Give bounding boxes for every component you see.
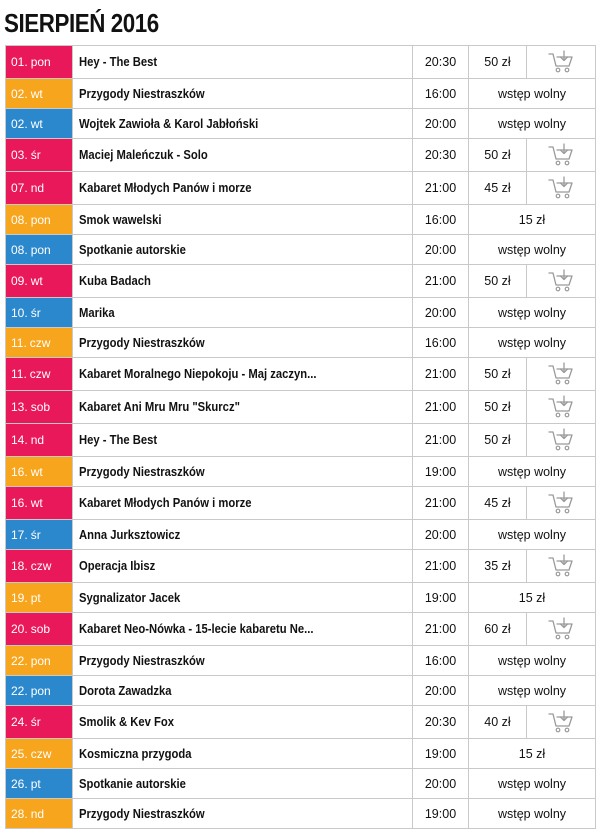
event-weekday: nd (30, 433, 45, 447)
buy-ticket-cell (527, 391, 596, 424)
event-title-cell[interactable] (73, 358, 413, 391)
event-row (6, 328, 596, 358)
event-date-cell (6, 235, 73, 265)
event-time: 20:00 (413, 298, 469, 328)
event-time: 19:00 (413, 457, 469, 487)
event-price: wstęp wolny (469, 328, 596, 358)
event-title-cell[interactable] (73, 613, 413, 646)
event-title[interactable]: Smok wawelski (79, 212, 162, 227)
event-time: 16:00 (413, 205, 469, 235)
event-date-cell (6, 298, 73, 328)
event-date-cell (6, 328, 73, 358)
event-time: 21:00 (413, 391, 469, 424)
event-weekday: pon (30, 212, 51, 227)
event-time: 20:00 (413, 109, 469, 139)
event-time: 20:00 (413, 520, 469, 550)
event-day: 03. (11, 148, 28, 162)
event-price: 40 zł (469, 706, 527, 739)
buy-ticket-cell (527, 706, 596, 739)
buy-ticket-cell (527, 139, 596, 172)
event-title-cell[interactable] (73, 109, 413, 139)
event-weekday: śr (30, 148, 41, 162)
event-title[interactable]: Kabaret Młodych Panów i morze (79, 496, 252, 510)
event-date-cell (6, 358, 73, 391)
shopping-cart-download-icon[interactable] (548, 710, 574, 734)
event-title[interactable]: Operacja Ibisz (79, 559, 156, 573)
event-price: 45 zł (469, 172, 527, 205)
event-price: wstęp wolny (469, 457, 596, 487)
event-title-cell[interactable] (73, 172, 413, 205)
event-time: 20:30 (413, 46, 469, 79)
event-day: 08. (11, 242, 28, 257)
event-weekday: pon (30, 242, 51, 257)
event-title-cell[interactable] (73, 676, 413, 706)
shopping-cart-download-icon[interactable] (548, 428, 574, 452)
event-date-cell (6, 739, 73, 769)
event-day: 25. (11, 746, 28, 761)
shopping-cart-download-icon[interactable] (548, 395, 574, 419)
buy-ticket-cell (527, 613, 596, 646)
event-title-cell[interactable] (73, 139, 413, 172)
event-date-cell (6, 139, 73, 172)
event-title[interactable]: Anna Jurksztowicz (79, 527, 181, 542)
event-weekday: wt (30, 86, 43, 101)
page-title: SIERPIEŃ 2016 (4, 8, 159, 38)
event-time: 21:00 (413, 358, 469, 391)
event-row (6, 520, 596, 550)
event-title[interactable]: Kabaret Moralnego Niepokoju - Maj zaczyn... (79, 367, 317, 381)
event-date-cell (6, 265, 73, 298)
event-weekday: wt (30, 274, 43, 288)
event-title[interactable]: Spotkanie autorskie (79, 776, 186, 791)
event-row (6, 550, 596, 583)
event-time: 16:00 (413, 328, 469, 358)
event-title[interactable]: Przygody Niestraszków (79, 806, 205, 821)
event-row (6, 769, 596, 799)
event-weekday: nd (30, 181, 45, 195)
event-weekday: pon (30, 683, 51, 698)
event-title-cell[interactable] (73, 457, 413, 487)
event-title-cell[interactable] (73, 550, 413, 583)
event-title-cell[interactable] (73, 205, 413, 235)
event-day: 19. (11, 590, 28, 605)
event-title-cell[interactable] (73, 646, 413, 676)
event-title[interactable]: Marika (79, 305, 115, 320)
event-title[interactable]: Przygody Niestraszków (79, 86, 205, 101)
event-day: 18. (11, 559, 28, 573)
event-title-cell[interactable] (73, 520, 413, 550)
event-title[interactable]: Przygody Niestraszków (79, 653, 205, 668)
event-price: wstęp wolny (469, 646, 596, 676)
event-day: 28. (11, 806, 28, 821)
event-weekday: wt (30, 116, 43, 131)
buy-ticket-cell (527, 358, 596, 391)
shopping-cart-download-icon[interactable] (548, 617, 574, 641)
buy-ticket-cell (527, 265, 596, 298)
event-row (6, 298, 596, 328)
event-weekday: śr (30, 715, 41, 729)
events-table-body (6, 46, 596, 829)
event-title[interactable]: Hey - The Best (79, 433, 158, 447)
event-date-cell (6, 520, 73, 550)
event-time: 20:00 (413, 235, 469, 265)
event-row (6, 799, 596, 829)
event-day: 22. (11, 683, 28, 698)
event-date-cell (6, 424, 73, 457)
event-title-cell[interactable] (73, 583, 413, 613)
event-day: 01. (11, 55, 28, 69)
event-weekday: pt (30, 590, 41, 605)
event-date-cell (6, 706, 73, 739)
event-row (6, 487, 596, 520)
event-row (6, 391, 596, 424)
shopping-cart-download-icon[interactable] (548, 554, 574, 578)
event-day: 24. (11, 715, 28, 729)
event-title-cell[interactable] (73, 391, 413, 424)
event-row (6, 172, 596, 205)
event-time: 21:00 (413, 487, 469, 520)
event-date-cell (6, 676, 73, 706)
event-weekday: pt (30, 776, 41, 791)
event-weekday: czw (29, 367, 51, 381)
event-title[interactable]: Kosmiczna przygoda (79, 746, 192, 761)
event-weekday: wt (30, 464, 43, 479)
event-title-cell[interactable] (73, 235, 413, 265)
event-time: 19:00 (413, 739, 469, 769)
buy-ticket-cell (527, 46, 596, 79)
event-weekday: śr (30, 527, 41, 542)
event-price: 45 zł (469, 487, 527, 520)
event-row (6, 613, 596, 646)
event-title-cell[interactable] (73, 265, 413, 298)
event-weekday: czw (29, 335, 51, 350)
event-day: 22. (11, 653, 28, 668)
event-weekday: śr (30, 305, 41, 320)
event-price: 50 zł (469, 424, 527, 457)
event-day: 07. (11, 181, 28, 195)
event-title[interactable]: Wojtek Zawioła & Karol Jabłoński (79, 116, 259, 131)
event-day: 26. (11, 776, 28, 791)
event-weekday: czw (30, 559, 52, 573)
event-row (6, 424, 596, 457)
event-day: 14. (11, 433, 28, 447)
event-date-cell (6, 172, 73, 205)
event-time: 21:00 (413, 550, 469, 583)
shopping-cart-download-icon[interactable] (548, 362, 574, 386)
events-table (5, 45, 596, 829)
event-day: 11. (11, 367, 27, 381)
event-title[interactable]: Przygody Niestraszków (79, 464, 205, 479)
event-title[interactable]: Kabaret Neo-Nówka - 15-lecie kabaretu Ne... (79, 622, 314, 636)
event-row (6, 79, 596, 109)
event-time: 19:00 (413, 799, 469, 829)
buy-ticket-cell (527, 487, 596, 520)
event-price: 15 zł (469, 205, 596, 235)
event-weekday: nd (30, 806, 45, 821)
buy-ticket-cell (527, 550, 596, 583)
event-date-cell (6, 799, 73, 829)
event-date-cell (6, 79, 73, 109)
event-title-cell[interactable] (73, 769, 413, 799)
event-row (6, 235, 596, 265)
event-date-cell (6, 487, 73, 520)
event-date-cell (6, 646, 73, 676)
event-day: 09. (11, 274, 28, 288)
buy-ticket-cell (527, 172, 596, 205)
event-title[interactable]: Smolik & Kev Fox (79, 715, 175, 729)
event-title[interactable]: Dorota Zawadzka (79, 683, 172, 698)
event-price: wstęp wolny (469, 79, 596, 109)
event-date-cell (6, 550, 73, 583)
event-title-cell[interactable] (73, 706, 413, 739)
event-time: 21:00 (413, 265, 469, 298)
event-price: wstęp wolny (469, 109, 596, 139)
event-title[interactable]: Kabaret Młodych Panów i morze (79, 181, 252, 195)
event-weekday: pon (30, 55, 51, 69)
event-date-cell (6, 613, 73, 646)
event-time: 16:00 (413, 646, 469, 676)
event-time: 20:30 (413, 706, 469, 739)
event-title-cell[interactable] (73, 298, 413, 328)
event-time: 21:00 (413, 172, 469, 205)
event-price: 50 zł (469, 358, 527, 391)
event-date-cell (6, 457, 73, 487)
shopping-cart-download-icon[interactable] (548, 269, 574, 293)
event-day: 17. (11, 527, 28, 542)
event-price: 35 zł (469, 550, 527, 583)
event-title[interactable]: Maciej Maleńczuk - Solo (79, 148, 208, 162)
event-title[interactable]: Hey - The Best (79, 55, 158, 69)
event-time: 19:00 (413, 583, 469, 613)
event-price: wstęp wolny (469, 298, 596, 328)
event-date-cell (6, 769, 73, 799)
events-table-container (5, 45, 595, 829)
event-price: 60 zł (469, 613, 527, 646)
event-time: 21:00 (413, 613, 469, 646)
event-title[interactable]: Przygody Niestraszków (79, 335, 205, 350)
event-day: 20. (11, 622, 28, 636)
event-date-cell (6, 109, 73, 139)
event-title-cell[interactable] (73, 328, 413, 358)
event-weekday: pon (30, 653, 51, 668)
event-row (6, 205, 596, 235)
event-weekday: sob (30, 622, 51, 636)
event-weekday: sob (30, 400, 51, 414)
event-title[interactable]: Sygnalizator Jacek (79, 590, 181, 605)
event-day: 08. (11, 212, 28, 227)
event-price: wstęp wolny (469, 799, 596, 829)
shopping-cart-download-icon[interactable] (548, 176, 574, 200)
event-price: 50 zł (469, 139, 527, 172)
event-date-cell (6, 46, 73, 79)
event-price: wstęp wolny (469, 676, 596, 706)
event-row (6, 139, 596, 172)
event-title-cell[interactable] (73, 739, 413, 769)
event-row (6, 457, 596, 487)
event-date-cell (6, 391, 73, 424)
event-time: 20:00 (413, 769, 469, 799)
event-weekday: czw (30, 746, 52, 761)
event-title[interactable]: Spotkanie autorskie (79, 242, 186, 257)
event-day: 02. (11, 86, 28, 101)
event-title-cell[interactable] (73, 46, 413, 79)
event-title-cell[interactable] (73, 79, 413, 109)
event-row (6, 646, 596, 676)
event-row (6, 676, 596, 706)
buy-ticket-cell (527, 424, 596, 457)
event-title-cell[interactable] (73, 799, 413, 829)
shopping-cart-download-icon[interactable] (548, 50, 574, 74)
event-row (6, 265, 596, 298)
event-time: 20:30 (413, 139, 469, 172)
event-price: 50 zł (469, 46, 527, 79)
event-price: 15 zł (469, 583, 596, 613)
event-row (6, 109, 596, 139)
event-day: 16. (11, 464, 28, 479)
event-price: 50 zł (469, 265, 527, 298)
event-day: 11. (11, 335, 27, 350)
event-day: 13. (11, 400, 28, 414)
event-title-cell[interactable] (73, 487, 413, 520)
event-price: wstęp wolny (469, 769, 596, 799)
event-price: wstęp wolny (469, 235, 596, 265)
event-date-cell (6, 583, 73, 613)
event-time: 20:00 (413, 676, 469, 706)
event-title[interactable]: Kuba Badach (79, 274, 151, 288)
event-day: 16. (11, 496, 28, 510)
shopping-cart-download-icon[interactable] (548, 143, 574, 167)
event-day: 02. (11, 116, 28, 131)
event-title-cell[interactable] (73, 424, 413, 457)
event-weekday: wt (30, 496, 43, 510)
event-price: 15 zł (469, 739, 596, 769)
event-row (6, 706, 596, 739)
event-time: 21:00 (413, 424, 469, 457)
shopping-cart-download-icon[interactable] (548, 491, 574, 515)
event-price: 50 zł (469, 391, 527, 424)
event-row (6, 46, 596, 79)
event-row (6, 583, 596, 613)
event-title[interactable]: Kabaret Ani Mru Mru "Skurcz" (79, 400, 240, 414)
event-row (6, 358, 596, 391)
event-day: 10. (11, 305, 28, 320)
event-row (6, 739, 596, 769)
event-date-cell (6, 205, 73, 235)
event-price: wstęp wolny (469, 520, 596, 550)
event-time: 16:00 (413, 79, 469, 109)
